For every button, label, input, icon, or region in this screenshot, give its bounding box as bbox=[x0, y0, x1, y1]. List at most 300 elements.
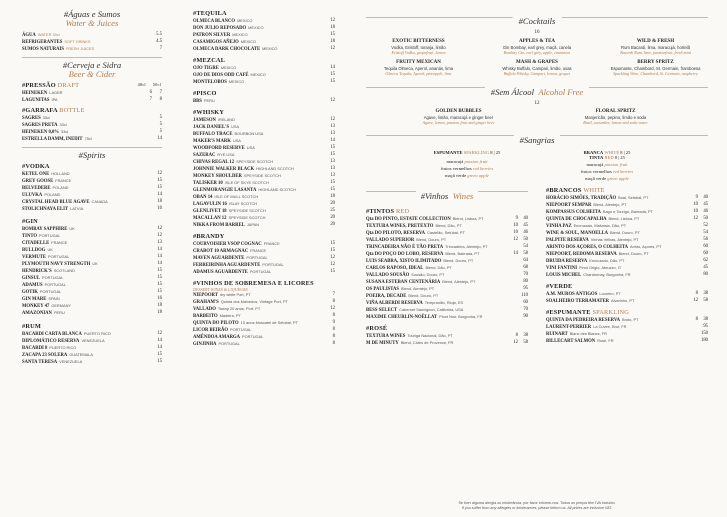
item-name: OLMECA DARK CHOCOLATE bbox=[193, 47, 261, 52]
item-price: 13 bbox=[330, 131, 335, 136]
item-name: TINTO bbox=[22, 234, 38, 239]
item-name: GOTIK bbox=[22, 290, 38, 295]
item-name: MONTELOBOS bbox=[193, 80, 227, 85]
menu-item bbox=[546, 258, 708, 265]
menu-item bbox=[193, 313, 335, 320]
section-title: #Águas e Sumos bbox=[63, 9, 121, 19]
item-origin: Madeira, PT bbox=[219, 313, 241, 318]
item-origin: Blend, Bairrada, PT bbox=[445, 251, 480, 256]
item-price: 7 bbox=[332, 292, 335, 297]
item-name: BESS SELECT bbox=[366, 308, 398, 313]
item-price: 12 bbox=[330, 306, 335, 311]
menu-item bbox=[366, 314, 528, 321]
item-origin: HOLLAND bbox=[51, 171, 70, 176]
item-name: PATRON SILVER bbox=[193, 33, 231, 38]
menu-item bbox=[366, 265, 528, 272]
item-price: 60 bbox=[703, 251, 708, 256]
menu-item bbox=[366, 333, 528, 340]
item-name: TALISKER 10 bbox=[193, 181, 223, 186]
item-price: 9 bbox=[332, 320, 335, 325]
section-subtitle: Beer & Cider bbox=[68, 69, 116, 79]
item-name: WOODFORD RESERVE bbox=[193, 146, 245, 151]
menu-item bbox=[22, 359, 162, 366]
item-price: 8 bbox=[332, 299, 335, 304]
item-price: 12 50 bbox=[693, 216, 708, 221]
item-price: 12 bbox=[330, 262, 335, 267]
item-name: NIKKA FROM BARREL bbox=[193, 223, 245, 228]
item-name: SUMOS NATURAIS bbox=[22, 47, 64, 52]
menu-column-1 bbox=[22, 10, 162, 369]
item-origin: Blend, Dão, PT bbox=[435, 223, 462, 228]
item-name: HENDRICK'S bbox=[22, 269, 52, 274]
menu-item bbox=[22, 289, 162, 296]
menu-item bbox=[193, 124, 335, 131]
item-origin: 10 anos Moscatel de Setúbal, PT bbox=[240, 320, 298, 325]
menu-item bbox=[22, 254, 162, 261]
item-name: RUINART bbox=[546, 332, 568, 337]
item-origin: Quinta dos Malvedos, Vintage Port, PT bbox=[220, 299, 288, 304]
menu-item bbox=[546, 230, 708, 237]
menu-column-2 bbox=[193, 10, 335, 348]
drink-card: APPLES & TEA Gin Bombay, earl grey, maçã, canela Bombay Gin, earl grey, apple, cinnamon bbox=[502, 39, 572, 55]
item-origin: Blend, Douro, PT bbox=[610, 230, 640, 235]
item-price: 62 bbox=[703, 258, 708, 263]
item-name: Qta DO POÇO DO LOBO, RESERVA bbox=[366, 252, 444, 257]
item-origin: Rosé, FR bbox=[597, 338, 614, 343]
item-name: BELVEDERE bbox=[22, 186, 51, 191]
item-price: 95 bbox=[523, 286, 528, 291]
item-price: 12 bbox=[157, 331, 162, 336]
item-price: 5 bbox=[159, 122, 162, 127]
item-name: CRABOT 10 ARMAGNAC bbox=[193, 249, 249, 254]
menu-item bbox=[22, 122, 162, 129]
item-origin: Cabernet Sauvignon, California, USA bbox=[399, 307, 464, 312]
item-name: VIÑA ALBERDI RESERVA bbox=[366, 301, 423, 306]
item-price: 18 bbox=[330, 194, 335, 199]
item-origin: SPAIN bbox=[48, 296, 60, 301]
item-name: MAXIME CHEURLIN-NOËLLAT bbox=[366, 315, 438, 320]
item-price: 8 bbox=[332, 327, 335, 332]
item-name: MACALLAN 12 bbox=[193, 216, 227, 221]
menu-item bbox=[546, 331, 708, 338]
item-name: LAGAVULIN 16 bbox=[193, 202, 227, 207]
drink-card: MASH & GRAPES Whisky Buffalo, Campari, limão, uvas Buffalo Whisky, Campari, lemon, grapes bbox=[502, 60, 572, 76]
item-price: 12 bbox=[330, 18, 335, 23]
item-price: 13 bbox=[157, 240, 162, 245]
menu-item bbox=[193, 320, 335, 327]
item-origin: SOFT DRINKS bbox=[64, 39, 91, 44]
menu-item bbox=[22, 303, 162, 310]
menu-item bbox=[193, 194, 335, 201]
item-origin: RYE USA bbox=[217, 152, 235, 157]
item-price: 15 bbox=[330, 180, 335, 185]
item-origin: Blend, Alentejo, PT bbox=[401, 286, 435, 291]
item-origin: GUATEMALA bbox=[69, 352, 93, 357]
item-name: BACARDI CARTA BLANCA bbox=[22, 332, 82, 337]
menu-item bbox=[22, 178, 162, 185]
item-name: QUINTA DE CHOCAPALHA bbox=[546, 217, 607, 222]
item-origin: LAGER bbox=[49, 90, 63, 95]
item-price: 25 bbox=[330, 208, 335, 213]
item-name: SANTA TERESA bbox=[22, 360, 58, 365]
item-origin: Vinhas Velhas, Alentejo, PT bbox=[590, 237, 639, 242]
item-name: NIEPOORT SEMPAR bbox=[546, 203, 592, 208]
item-name: LOUIS MICHEL bbox=[546, 273, 582, 278]
menu-item bbox=[366, 286, 528, 293]
item-name: Qta DO PILOTO, RESERVA bbox=[366, 231, 426, 236]
item-origin: SCOTLAND bbox=[53, 268, 75, 273]
item-price: 13 bbox=[330, 159, 335, 164]
item-name: OLMECA BLANCO bbox=[193, 19, 236, 24]
mezcal-heading: #MEZCAL bbox=[193, 57, 226, 64]
menu-item bbox=[366, 293, 528, 300]
item-price: 14 bbox=[330, 65, 335, 70]
menu-item bbox=[22, 171, 162, 178]
item-name: CHIVAS REGAL 12 bbox=[193, 160, 235, 165]
item-price: 15 bbox=[330, 187, 335, 192]
item-price: 15 bbox=[157, 282, 162, 287]
item-price: 54 bbox=[523, 244, 528, 249]
green-wines-heading: #VERDE bbox=[546, 283, 573, 290]
item-price: 8 bbox=[332, 313, 335, 318]
menu-item bbox=[22, 90, 162, 97]
item-origin: Pinot Noir, Borgonha, FR bbox=[439, 314, 483, 319]
item-name: ÁGUA bbox=[22, 33, 36, 38]
item-price: 18 bbox=[157, 303, 162, 308]
item-name: WINE & SOUL, MANOELLA bbox=[546, 231, 608, 236]
menu-item bbox=[22, 261, 162, 268]
menu-item bbox=[22, 185, 162, 192]
menu-item bbox=[22, 310, 162, 317]
item-origin: POLAND bbox=[44, 192, 61, 197]
item-origin: MEXICO bbox=[262, 46, 278, 51]
draft-heading: #PRESSÃO DRAFT 40cl 50cl bbox=[22, 82, 161, 89]
section-title: #Cocktails bbox=[513, 17, 562, 26]
menu-item bbox=[193, 32, 335, 39]
item-name: VINI FANTINI bbox=[546, 266, 578, 271]
item-origin: PORTUGAL bbox=[47, 254, 70, 259]
item-price: 12 58 bbox=[513, 340, 528, 345]
item-price: 8 38 bbox=[695, 317, 708, 322]
menu-item bbox=[366, 230, 528, 237]
item-origin: BOURBON USA bbox=[234, 131, 264, 136]
item-name: GREY GOOSE bbox=[22, 179, 54, 184]
divider bbox=[22, 57, 162, 58]
item-name: LAGUNITAS bbox=[22, 98, 50, 103]
item-price: 4.5 bbox=[156, 39, 162, 44]
menu-item bbox=[546, 195, 708, 202]
item-name: JAMESON bbox=[193, 118, 216, 123]
menu-item bbox=[193, 138, 335, 145]
section-title: #Vinhos bbox=[420, 191, 449, 201]
item-name: TEXTURA WINES, PRETEXTO bbox=[366, 224, 434, 229]
menu-item bbox=[193, 46, 335, 53]
item-price: 15 bbox=[157, 185, 162, 190]
item-price: 14 bbox=[157, 136, 162, 141]
item-price: 20 bbox=[330, 201, 335, 206]
item-origin: MEXICO bbox=[250, 72, 266, 77]
menu-item bbox=[193, 201, 335, 208]
item-origin: HIGHLAND SCOTCH bbox=[258, 187, 296, 192]
menu-item bbox=[546, 298, 708, 305]
item-price: 13 bbox=[330, 124, 335, 129]
item-origin: JAPAN bbox=[246, 222, 260, 227]
item-origin: Chardonnay, Borgonha, FR bbox=[583, 272, 631, 277]
menu-item bbox=[193, 131, 335, 138]
rum-heading: #RUM bbox=[22, 323, 41, 330]
menu-item bbox=[546, 251, 708, 258]
menu-item bbox=[22, 268, 162, 275]
item-name: AMÊNDOA AMARGA bbox=[193, 335, 241, 340]
item-origin: PERU bbox=[53, 310, 65, 315]
item-origin: PORTUGAL bbox=[39, 289, 62, 294]
section-title: #Sem Álcool bbox=[490, 87, 534, 97]
menu-item bbox=[22, 32, 162, 39]
item-name: LUIS SEABRA, XISTO ILIMITADO bbox=[366, 259, 442, 264]
menu-item bbox=[193, 65, 335, 72]
item-origin: FRANCE bbox=[263, 241, 280, 246]
item-price: 16 bbox=[157, 206, 162, 211]
item-price: 10 45 bbox=[693, 202, 708, 207]
item-origin: PORTUGAL bbox=[218, 341, 240, 346]
menu-item bbox=[546, 265, 708, 272]
item-price: 15 bbox=[330, 248, 335, 253]
item-price: 15 bbox=[330, 241, 335, 246]
menu-item bbox=[193, 18, 335, 25]
item-name: COURVOISIER VSOP COGNAC bbox=[193, 242, 262, 247]
menu-item bbox=[193, 145, 335, 152]
item-price: 15 bbox=[157, 352, 162, 357]
item-origin: Blend, Douro, PT bbox=[416, 237, 447, 242]
item-origin: ISLE OF MULL SCOTCH bbox=[214, 194, 259, 199]
item-price: 45 bbox=[703, 265, 708, 270]
item-name: OJO TIGRE bbox=[193, 66, 219, 71]
item-origin: SPEYSIDE SCOTCH bbox=[236, 159, 274, 164]
item-origin: PORTUGAL bbox=[44, 282, 66, 287]
item-price: 13 bbox=[330, 166, 335, 171]
item-price: 10 46 bbox=[513, 230, 528, 235]
item-price: 8 bbox=[332, 334, 335, 339]
item-origin: MEXICO bbox=[248, 25, 264, 30]
menu-item bbox=[22, 199, 162, 206]
item-origin: 33cl bbox=[59, 122, 67, 127]
bottle-heading: #GARRAFA BOTTLE bbox=[22, 107, 85, 114]
menu-item bbox=[22, 282, 162, 289]
item-price: 12 bbox=[330, 255, 335, 260]
item-origin: FRANCE bbox=[51, 240, 68, 245]
item-price: 15 bbox=[157, 275, 162, 280]
item-price: 110 bbox=[521, 293, 528, 298]
menu-item bbox=[193, 39, 335, 46]
item-origin: MEXICO bbox=[220, 65, 237, 70]
menu-item bbox=[193, 180, 335, 187]
drink-card: FLORAL SPRITZ Manjericão, pepino, limão e soda Basil, cucumber, lemon and soda water bbox=[583, 109, 648, 125]
red-wines-heading: #TINTOS RED bbox=[366, 208, 410, 215]
item-origin: PUERTO RICO bbox=[83, 331, 111, 336]
menu-item bbox=[546, 317, 708, 324]
item-origin: VENEZUELA bbox=[81, 338, 105, 343]
wines-left-column bbox=[366, 185, 528, 347]
menu-item bbox=[193, 208, 335, 215]
white-wines-heading: #BRANCOS WHITE bbox=[546, 187, 605, 194]
item-name: REFRIGERANTES bbox=[22, 40, 63, 45]
item-name: MAVEN AGUARDENTE bbox=[193, 256, 245, 261]
menu-item bbox=[22, 97, 162, 104]
item-origin: UK bbox=[47, 247, 53, 252]
item-name: LAURENT-PERRIER bbox=[546, 325, 592, 330]
menu-column-3 bbox=[366, 10, 708, 347]
item-price: 14 bbox=[157, 345, 162, 350]
item-origin: Bagu e Tourigo, Bairrada, PT bbox=[602, 209, 654, 214]
item-origin: 33cl bbox=[61, 129, 69, 134]
menu-item bbox=[22, 226, 162, 233]
item-price: 14 bbox=[157, 261, 162, 266]
gin-heading: #GIN bbox=[22, 218, 38, 225]
item-name: GINSUL bbox=[22, 276, 40, 281]
item-origin: ISLE OF SKYE SCOTCH bbox=[224, 180, 269, 185]
item-price: 14 58 bbox=[513, 251, 528, 256]
item-name: PLYMOUTH NAVY STRENGTH bbox=[22, 262, 91, 267]
spirits-section bbox=[22, 151, 162, 366]
pisco-heading: #PISCO bbox=[193, 90, 217, 97]
item-origin: PERU bbox=[203, 98, 215, 103]
menu-item bbox=[546, 237, 708, 244]
item-origin: FRESH JUICES bbox=[65, 46, 95, 51]
item-origin: POLAND bbox=[52, 185, 69, 190]
menu-item bbox=[546, 223, 708, 230]
item-price: 80 bbox=[703, 272, 708, 277]
menu-item bbox=[193, 152, 335, 159]
section-subtitle: Alcohol Free bbox=[538, 87, 584, 97]
item-name: BBS bbox=[193, 99, 202, 104]
item-name: QUINTA DO PILOTO bbox=[193, 321, 239, 326]
item-origin: IPA bbox=[51, 97, 58, 102]
item-origin: 75cl bbox=[84, 136, 92, 141]
menu-item bbox=[22, 115, 162, 122]
item-origin: Arinto, Açores, PT bbox=[630, 244, 662, 249]
menu-item bbox=[22, 39, 162, 46]
item-name: PALPITE RESERVA bbox=[546, 238, 589, 243]
item-origin: Boal, Setúbal, PT bbox=[618, 195, 649, 200]
menu-item bbox=[193, 299, 335, 306]
item-origin: PORTUGAL bbox=[246, 255, 268, 260]
menu-item bbox=[193, 262, 335, 269]
menu-item bbox=[193, 222, 335, 229]
item-origin: Castelão, Setúbal, PT bbox=[427, 230, 465, 235]
item-price: 15 bbox=[157, 178, 162, 183]
item-name: FERREIRINHA AGUARDENTE bbox=[193, 263, 261, 268]
item-price: 15 bbox=[157, 359, 162, 364]
item-price: 14 bbox=[157, 192, 162, 197]
item-name: VALLADO SOUSÃO bbox=[366, 273, 410, 278]
item-price: 8 38 bbox=[515, 333, 528, 338]
item-origin: Encruzado, Dão, PT bbox=[589, 258, 625, 263]
item-origin: Tawny 20 anos, Port, PT bbox=[217, 306, 261, 311]
item-name: TRINCADEIRA NÃO É TÃO PRETA bbox=[366, 245, 444, 250]
item-origin: Blend, Douro, PT bbox=[618, 251, 649, 256]
item-origin: MEXICO bbox=[232, 32, 248, 37]
item-name: TEXTURA WINES bbox=[366, 334, 406, 339]
menu-item bbox=[22, 247, 162, 254]
sparkling-wines-heading: #ESPUMANTE SPARKLING bbox=[546, 309, 630, 316]
item-name: BOMBAY SAPPHIRE bbox=[22, 227, 68, 232]
item-name: NIEPOORT, REDOMA RESERVA bbox=[546, 252, 617, 257]
menu-item bbox=[366, 272, 528, 279]
brandy-heading: #BRANDY bbox=[193, 233, 225, 240]
whisky-heading: #WHISKY bbox=[193, 109, 225, 116]
item-price: 15 bbox=[157, 268, 162, 273]
item-origin: Trincadeira, Alentejo, PT bbox=[445, 244, 488, 249]
item-price: 8 bbox=[332, 341, 335, 346]
item-price: 14 bbox=[330, 138, 335, 143]
item-origin: USA bbox=[246, 145, 255, 150]
item-origin: GERMANY bbox=[51, 303, 71, 308]
item-origin: CANADA bbox=[91, 199, 108, 204]
menu-item bbox=[22, 296, 162, 303]
menu-item bbox=[366, 244, 528, 251]
item-origin: MEXICO bbox=[237, 18, 253, 23]
item-price: 15 bbox=[330, 79, 335, 84]
item-price: 13 bbox=[330, 173, 335, 178]
item-origin: FRANCE bbox=[55, 178, 72, 183]
sangrias-section bbox=[366, 129, 708, 181]
item-price: 150 bbox=[700, 331, 708, 336]
item-origin: MEXICO bbox=[228, 79, 245, 84]
item-price: 14 bbox=[157, 254, 162, 259]
item-price: 9 40 bbox=[695, 195, 708, 200]
menu-item bbox=[22, 338, 162, 345]
item-price: 7 8 bbox=[149, 97, 162, 102]
item-origin: ISLAY SCOTCH bbox=[228, 201, 258, 206]
menu-item bbox=[366, 237, 528, 244]
menu-item bbox=[546, 272, 708, 279]
item-name: HEINEKEN 0,0% bbox=[22, 130, 59, 135]
item-name: ADAMUS bbox=[22, 283, 43, 288]
item-price: 12 bbox=[157, 233, 162, 238]
item-name: VALLADO bbox=[193, 307, 216, 312]
item-name: MONKEY 47 bbox=[22, 304, 50, 309]
item-price: 70 bbox=[523, 272, 528, 277]
menu-item bbox=[546, 244, 708, 251]
item-price: 95 bbox=[703, 324, 708, 329]
menu-item bbox=[22, 331, 162, 338]
vodka-heading: #VODKA bbox=[22, 163, 50, 170]
item-origin: PORTUGAL bbox=[242, 334, 264, 339]
allergy-footer: Se tiver alguma alergia ou intolerância, por favor informe-nos. Todos os preços têm IVA incluído. If you suffer from any allergies or intolerances, please inform us. All prices are inclusive VAT. bbox=[458, 501, 616, 510]
item-origin: LATVIA bbox=[70, 206, 84, 211]
menu-item bbox=[22, 352, 162, 359]
item-name: POEIRA, DECADE bbox=[366, 294, 407, 299]
item-name: OS PAULISTAS bbox=[366, 287, 400, 292]
menu-item bbox=[193, 292, 335, 299]
item-origin: SPEYSIDE SCOTCH bbox=[243, 173, 281, 178]
item-origin: La Cuvee, Brut, FR bbox=[593, 324, 627, 329]
menu-item bbox=[193, 117, 335, 124]
item-origin: UK bbox=[92, 261, 98, 266]
item-price: 12 58 bbox=[693, 298, 708, 303]
item-name: CARLOS RAPOSO, IDEAL bbox=[366, 266, 424, 271]
menu-item bbox=[193, 98, 335, 105]
drink-card: GOLDEN BUBBLES Agave, limão, maracujá e ginger beer Agave, lemon, passion fruit and ginger beer bbox=[422, 109, 495, 125]
menu-item bbox=[193, 187, 335, 194]
menu-item bbox=[193, 327, 335, 334]
menu-item bbox=[193, 255, 335, 262]
menu-item bbox=[193, 72, 335, 79]
sangria-sparkling: ESPUMANTE SPARKLING 8 | 25 maracujá passion fruit frutos vermelhos red berries maçã verde green apple bbox=[433, 150, 501, 178]
item-name: MONKEY SHOULDER bbox=[193, 174, 242, 179]
item-name: Qta DO PINTO, ESTATE COLLECTION bbox=[366, 217, 451, 222]
item-origin: USA bbox=[231, 124, 240, 129]
